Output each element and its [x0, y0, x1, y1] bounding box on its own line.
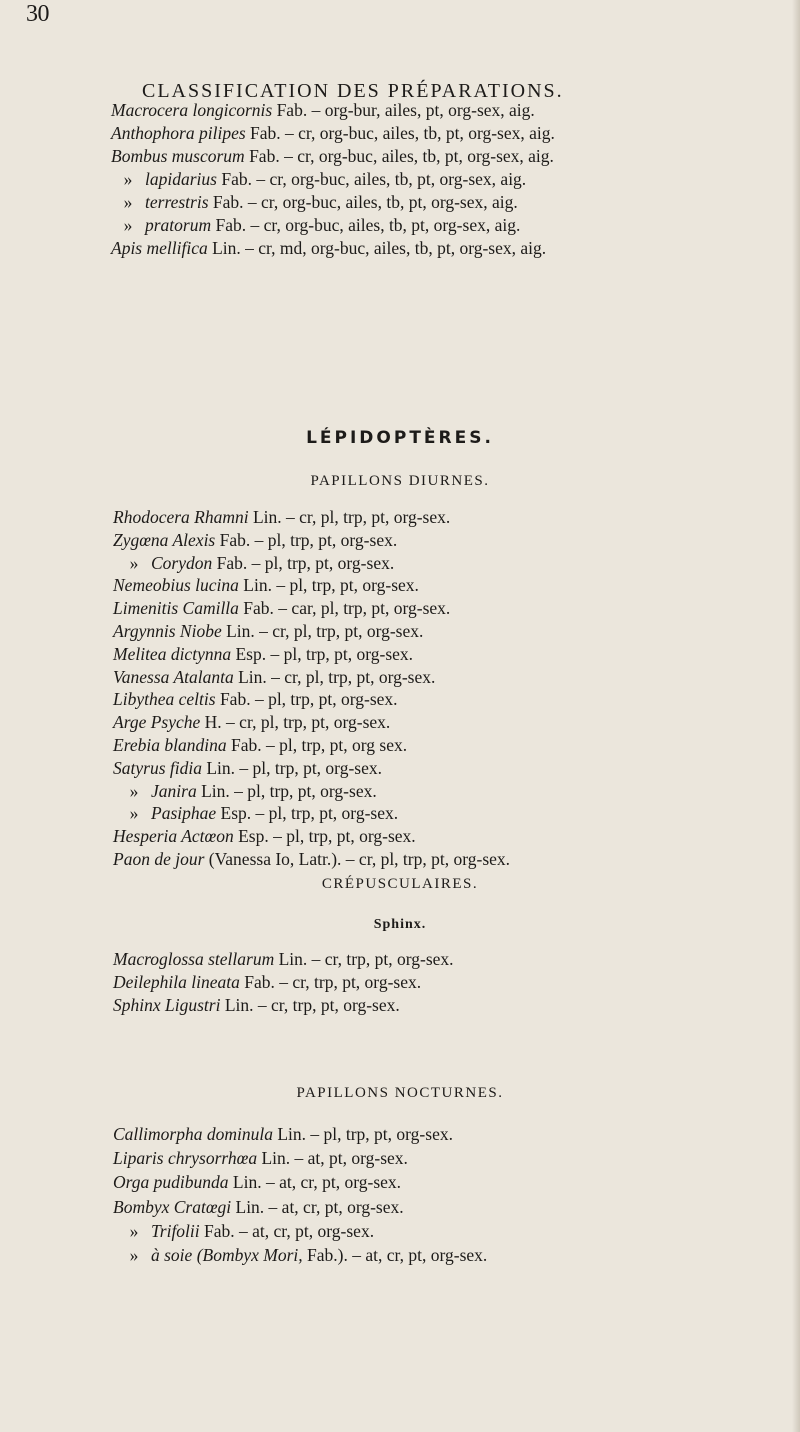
- preparation-list: Lin. – at, cr, pt, org-sex.: [231, 1196, 404, 1217]
- species-name: Bombyx Cratœgi: [113, 1196, 232, 1217]
- species-name: Corydon: [151, 552, 213, 573]
- ditto-mark: »: [129, 803, 139, 824]
- species-name: Argynnis Niobe: [113, 621, 222, 641]
- preparation-list: Lin. – cr, pl, trp, pt, org-sex.: [233, 666, 436, 687]
- preparation-list: Fab.). – at, cr, pt, org-sex.: [302, 1245, 488, 1265]
- species-name: Pasiphae: [151, 803, 217, 824]
- ditto-mark: »: [123, 192, 133, 212]
- preparation-list: Esp. – pl, trp, pt, org-sex.: [216, 803, 399, 824]
- preparation-list: Fab. – cr, org-buc, ailes, tb, pt, org-sex, aig.: [208, 192, 518, 212]
- species-entry: [113, 951, 454, 969]
- preparation-list: Lin. – cr, pl, trp, pt, org-sex.: [221, 621, 424, 641]
- species-entry: [111, 217, 520, 235]
- species-name: Macrocera longicornis: [111, 100, 273, 120]
- species-entry: [117, 1247, 487, 1265]
- species-entry: [113, 509, 450, 527]
- species-name: Arge Psyche: [113, 712, 201, 733]
- species-name: Anthophora pilipes: [111, 123, 246, 143]
- species-entry: [117, 1220, 375, 1241]
- group-heading-sphinx: Sphinx.: [373, 917, 427, 932]
- preparation-list: Lin. – pl, trp, pt, org-sex.: [201, 757, 382, 778]
- preparation-list: (Vanessa Io, Latr.). – cr, pl, trp, pt, org-sex.: [204, 849, 511, 869]
- preparation-list: H. – cr, pl, trp, pt, org-sex.: [200, 712, 391, 733]
- species-entry: [113, 600, 450, 618]
- preparation-list: Fab. – pl, trp, pt, org-sex.: [212, 552, 395, 573]
- species-name: Macroglossa stellarum: [113, 949, 275, 969]
- section-heading-lepidopteres: LÉPIDOPTÈRES.: [306, 428, 494, 448]
- species-name: Orga pudibunda: [113, 1172, 229, 1193]
- preparation-list: Fab. – cr, org-buc, ailes, tb, pt, org-sex, aig.: [244, 146, 554, 166]
- species-entry: [117, 805, 398, 823]
- species-entry: [117, 552, 395, 573]
- species-entry: [111, 102, 535, 120]
- subsection-heading-crepusculaires: CRÉPUSCULAIRES.: [321, 876, 479, 892]
- species-entry: [113, 577, 419, 595]
- species-entry: [111, 194, 518, 212]
- species-entry: [111, 240, 546, 258]
- species-entry: [113, 666, 436, 687]
- ditto-mark: »: [123, 215, 133, 235]
- running-head: CLASSIFICATION DES PRÉPARATIONS.: [142, 80, 564, 102]
- species-entry: [113, 529, 398, 550]
- species-entry: [113, 757, 382, 778]
- species-name: lapidarius: [145, 169, 217, 189]
- preparation-list: Lin. – pl, trp, pt, org-sex.: [272, 1124, 453, 1144]
- species-name: Liparis chrysorrhœa: [113, 1148, 258, 1169]
- species-name: Callimorpha dominula: [113, 1124, 273, 1144]
- species-name: Vanessa Atalanta: [113, 666, 234, 687]
- ditto-mark: »: [129, 1245, 139, 1265]
- preparation-list: Fab. – cr, trp, pt, org-sex.: [239, 972, 422, 992]
- species-entry: [113, 623, 423, 641]
- ditto-mark: »: [123, 169, 133, 189]
- preparation-list: Lin. – cr, trp, pt, org-sex.: [220, 995, 400, 1015]
- species-entry: [113, 1196, 404, 1217]
- species-name: Limenitis Camilla: [113, 598, 239, 619]
- species-entry: [113, 691, 398, 709]
- species-entry: [111, 171, 526, 189]
- species-name: Zygœna Alexis: [113, 529, 216, 550]
- page-edge-shadow: [792, 0, 800, 1432]
- species-name: Rhodocera Rhamni: [113, 507, 249, 527]
- ditto-mark: »: [129, 552, 139, 573]
- species-entry: [117, 780, 377, 801]
- species-entry: [113, 1174, 401, 1192]
- species-name: Sphinx Ligustri: [113, 995, 221, 1015]
- preparation-list: Lin. – cr, trp, pt, org-sex.: [274, 949, 454, 969]
- preparation-list: Fab. – cr, org-buc, ailes, tb, pt, org-sex, aig.: [245, 123, 555, 143]
- species-entry: [113, 828, 416, 846]
- subsection-heading-diurnes: PAPILLONS DIURNES.: [310, 473, 490, 489]
- page-number: 30: [26, 1, 49, 27]
- preparation-list: Fab. – car, pl, trp, pt, org-sex.: [238, 598, 451, 619]
- species-entry: [113, 643, 414, 664]
- preparation-list: Esp. – pl, trp, pt, org-sex.: [231, 643, 414, 664]
- species-name: Melitea dictynna: [113, 643, 232, 664]
- preparation-list: Lin. – cr, md, org-buc, ailes, tb, pt, org-sex, aig.: [207, 238, 547, 258]
- preparation-list: Esp. – pl, trp, pt, org-sex.: [233, 826, 416, 847]
- ditto-mark: »: [129, 1220, 139, 1241]
- species-name: Trifolii: [151, 1220, 200, 1241]
- species-name: Satyrus fidia: [113, 757, 202, 778]
- species-name: Deilephila lineata: [113, 972, 240, 992]
- preparation-list: Lin. – pl, trp, pt, org-sex.: [196, 780, 377, 801]
- preparation-list: Fab. – at, cr, pt, org-sex.: [199, 1220, 375, 1241]
- species-name: Hesperia Actœon: [113, 826, 234, 847]
- species-name: Nemeobius lucina: [113, 575, 239, 596]
- species-entry: [113, 737, 407, 755]
- species-name: Janira: [151, 780, 197, 801]
- ditto-mark: »: [129, 780, 139, 801]
- preparation-list: Lin. – at, cr, pt, org-sex.: [228, 1172, 402, 1193]
- species-entry: [113, 1126, 453, 1144]
- species-name: à soie (Bombyx Mori,: [151, 1245, 303, 1265]
- preparation-list: Lin. – pl, trp, pt, org-sex.: [238, 575, 419, 596]
- species-name: terrestris: [145, 192, 209, 212]
- species-name: pratorum: [145, 215, 212, 235]
- preparation-list: Lin. – cr, pl, trp, pt, org-sex.: [248, 507, 451, 527]
- species-entry: [113, 974, 421, 992]
- preparation-list: Fab. – cr, org-buc, ailes, tb, pt, org-sex, aig.: [216, 169, 527, 189]
- species-name: Bombus muscorum: [111, 146, 245, 166]
- species-entry: [113, 997, 400, 1015]
- preparation-list: Fab. – pl, trp, pt, org sex.: [226, 735, 408, 755]
- species-name: Libythea celtis: [113, 689, 216, 710]
- species-entry: [113, 851, 510, 869]
- species-name: Paon de jour: [113, 849, 205, 869]
- preparation-list: Fab. – cr, org-buc, ailes, tb, pt, org-sex, aig.: [211, 215, 521, 235]
- species-entry: [111, 125, 555, 143]
- species-name: Apis mellifica: [111, 238, 208, 258]
- subsection-heading-nocturnes: PAPILLONS NOCTURNES.: [296, 1085, 504, 1101]
- species-name: Erebia blandina: [113, 735, 227, 755]
- species-entry: [113, 1150, 408, 1168]
- species-entry: [111, 148, 554, 166]
- preparation-list: Fab. – pl, trp, pt, org-sex.: [215, 529, 398, 550]
- preparation-list: Fab. – pl, trp, pt, org-sex.: [215, 689, 398, 710]
- preparation-list: Lin. – at, pt, org-sex.: [257, 1148, 408, 1169]
- species-entry: [113, 714, 390, 732]
- preparation-list: Fab. – org-bur, ailes, pt, org-sex, aig.: [272, 100, 535, 120]
